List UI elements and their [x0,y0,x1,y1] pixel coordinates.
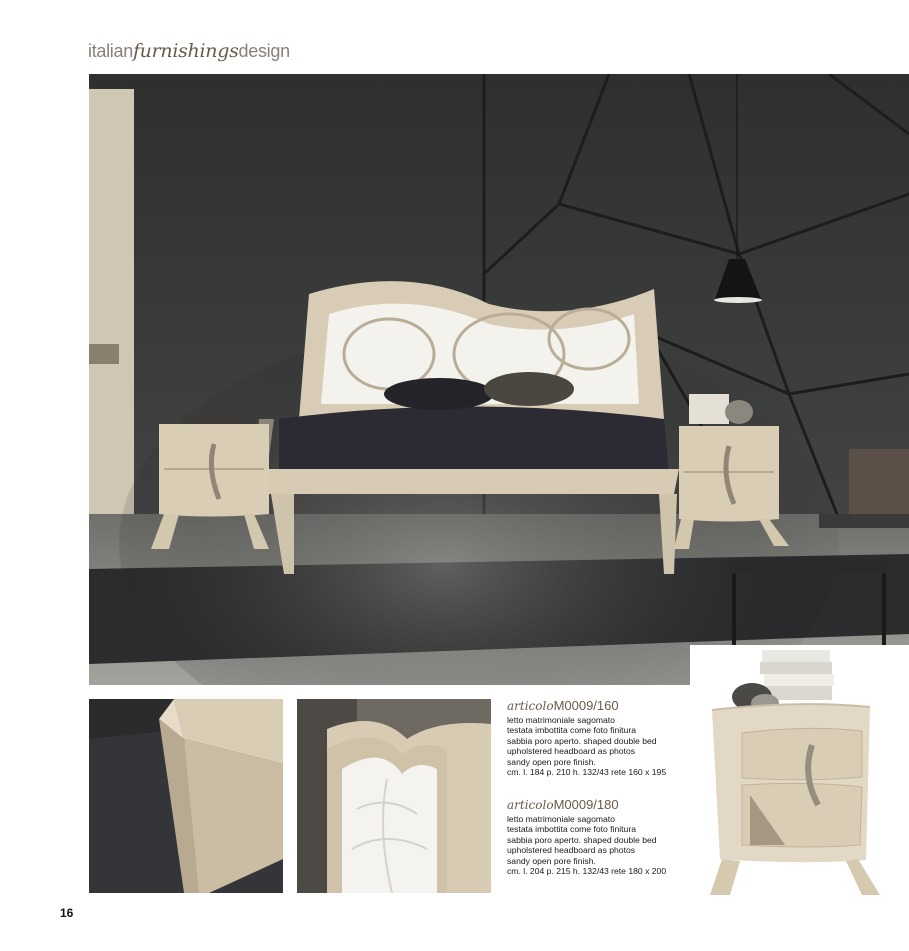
product-code: articoloM0009/180 [507,797,619,812]
nightstand-photo [690,645,909,900]
product-line: sabbia poro aperto. shaped double bed [507,834,657,845]
product-description-160 [507,699,687,777]
brand-logo: italianfurnishingsdesign [88,40,290,62]
product-line: testata imbottita come foto finitura [507,824,636,835]
main-bedroom-photo [89,74,909,685]
product-line: letto matrimoniale sagomato [507,814,615,824]
product-dimensions: cm. l. 184 p. 210 h. 132/43 rete 160 x 195 [507,767,667,778]
product-line: sandy open pore finish. [507,855,596,866]
product-line: letto matrimoniale sagomato [507,715,615,725]
product-line: sandy open pore finish. [507,756,596,767]
product-line: testata imbottita come foto finitura [507,725,636,736]
bed-leg-detail-photo [89,699,283,893]
product-dimensions: cm. l. 204 p. 215 h. 132/43 rete 180 x 200 [507,866,667,877]
page-number: 16 [60,906,74,920]
product-line: upholstered headboard as photos [507,845,636,856]
product-code: articoloM0009/160 [507,698,619,713]
product-description-180 [507,798,687,876]
product-line: upholstered headboard as photos [507,746,636,757]
headboard-detail-photo [297,699,491,893]
product-line: sabbia poro aperto. shaped double bed [507,735,657,746]
